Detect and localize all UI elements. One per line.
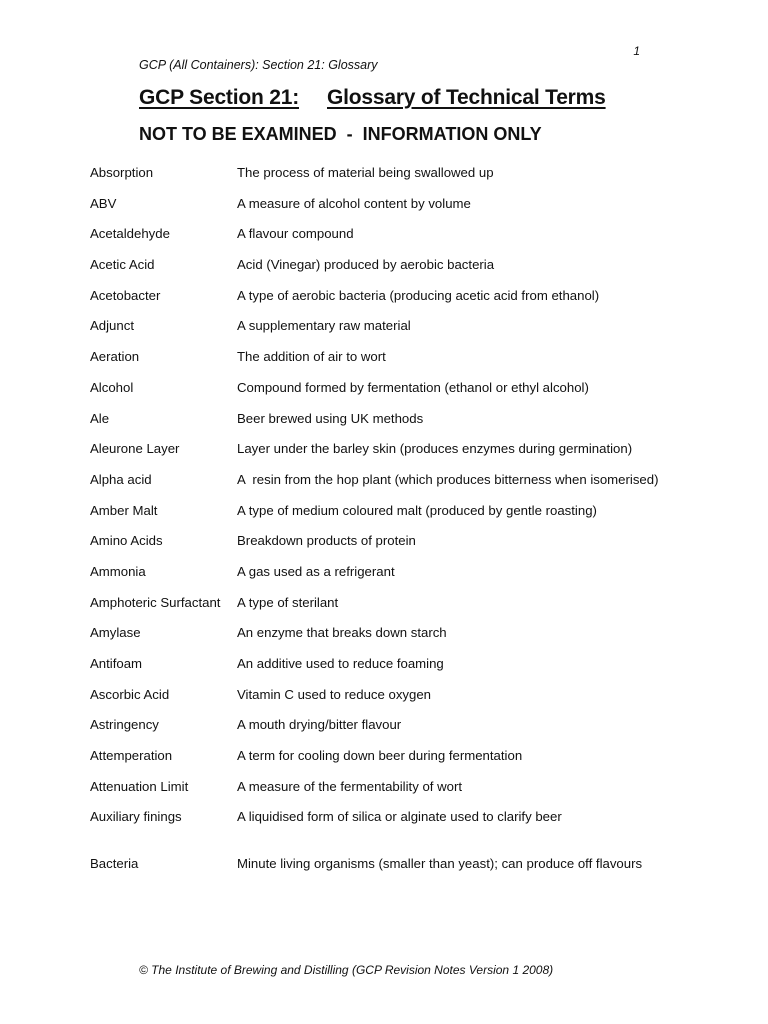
glossary-term: Astringency: [90, 717, 159, 733]
glossary-definition: An enzyme that breaks down starch: [237, 625, 447, 641]
glossary-term: Antifoam: [90, 656, 143, 671]
glossary-term: Aeration: [90, 349, 140, 365]
glossary-definition: A resin from the hop plant (which produces bitterness when isomerised): [237, 471, 659, 487]
glossary-term: Amphoteric Surfactant: [90, 594, 221, 610]
glossary-entry: [90, 223, 710, 254]
glossary-definition: A measure of alcohol content by volume: [237, 195, 471, 211]
page-subtitle: NOT TO BE EXAMINED - INFORMATION ONLY: [139, 124, 542, 144]
copyright-footer: © The Institute of Brewing and Distilling (GCP Revision Notes Version 1 2008): [139, 963, 554, 977]
glossary-definition: A mouth drying/bitter flavour: [237, 717, 402, 733]
glossary-definition: A term for cooling down beer during fermentation: [237, 748, 523, 764]
glossary-definition: The addition of air to wort: [237, 349, 386, 365]
glossary-entry: [90, 745, 710, 776]
glossary-definition: Breakdown products of protein: [237, 533, 416, 549]
glossary-entry: [90, 285, 710, 316]
glossary-entry: [90, 315, 710, 346]
glossary-definition: Acid (Vinegar) produced by aerobic bacteria: [237, 257, 495, 273]
glossary-entry: [90, 346, 710, 377]
glossary-entry: [90, 469, 710, 500]
glossary-entry: [90, 776, 710, 807]
glossary-term: Bacteria: [90, 856, 139, 872]
glossary-entry: [90, 622, 710, 653]
glossary-term: Acetobacter: [90, 287, 161, 303]
glossary-entry: [90, 254, 710, 285]
glossary-entry: [90, 592, 710, 623]
glossary-term: Ascorbic Acid: [90, 686, 170, 702]
glossary-term: Ale: [90, 410, 110, 426]
glossary-term: Amino Acids: [90, 533, 163, 549]
glossary-entry: [90, 438, 710, 469]
glossary-term: Absorption: [90, 165, 154, 180]
glossary-term: Auxiliary finings: [90, 809, 182, 825]
glossary-term: Attemperation: [90, 748, 173, 764]
glossary-definition: Layer under the barley skin (produces enzymes during germination): [237, 441, 633, 457]
title-glossary-label: Glossary of Technical Terms: [327, 86, 606, 109]
glossary-entry: [90, 408, 710, 439]
glossary-definition: A supplementary raw material: [237, 318, 411, 334]
glossary-term: Aleurone Layer: [90, 441, 180, 457]
glossary-definition: A measure of the fermentability of wort: [237, 778, 463, 794]
glossary-definition: A liquidised form of silica or alginate used to clarify beer: [237, 809, 562, 825]
glossary-entry: [90, 714, 710, 745]
glossary-term: Adjunct: [90, 318, 134, 334]
glossary-term: Acetic Acid: [90, 257, 155, 273]
page-title: [139, 86, 606, 110]
glossary-definition: A gas used as a refrigerant: [237, 563, 395, 579]
glossary-term: Alpha acid: [90, 471, 152, 487]
glossary-entry: [90, 500, 710, 531]
glossary-term: Attenuation Limit: [90, 778, 189, 794]
glossary-definition: An additive used to reduce foaming: [237, 656, 444, 671]
page-number: 1: [633, 44, 640, 58]
glossary-list: [90, 162, 710, 884]
glossary-entry: [90, 193, 710, 224]
glossary-definition: Compound formed by fermentation (ethanol or ethyl alcohol): [237, 379, 589, 395]
glossary-definition: Vitamin C used to reduce oxygen: [237, 686, 432, 702]
glossary-entry: [90, 853, 710, 884]
title-section-label: GCP Section 21:: [139, 86, 299, 109]
glossary-definition: A type of sterilant: [237, 594, 339, 610]
glossary-definition: A type of aerobic bacteria (producing acetic acid from ethanol): [237, 287, 600, 303]
glossary-term: Amylase: [90, 625, 141, 641]
glossary-entry: [90, 653, 710, 684]
glossary-definition: The process of material being swallowed up: [237, 165, 494, 180]
glossary-definition: Minute living organisms (smaller than yeast); can produce off flavours: [237, 856, 643, 872]
glossary-entry: [90, 561, 710, 592]
glossary-term: Amber Malt: [90, 502, 158, 518]
glossary-term: Acetaldehyde: [90, 226, 170, 242]
glossary-entry: [90, 162, 710, 193]
glossary-entry: [90, 377, 710, 408]
glossary-entry: [90, 684, 710, 715]
glossary-definition: A flavour compound: [237, 226, 354, 242]
glossary-term: ABV: [90, 195, 117, 211]
glossary-entry: [90, 806, 710, 837]
glossary-definition: Beer brewed using UK methods: [237, 410, 424, 426]
glossary-entry: [90, 530, 710, 561]
glossary-definition: A type of medium coloured malt (produced by gentle roasting): [237, 502, 597, 518]
glossary-term: Alcohol: [90, 379, 134, 395]
running-header: GCP (All Containers): Section 21: Glossary: [139, 58, 378, 72]
glossary-term: Ammonia: [90, 563, 146, 579]
